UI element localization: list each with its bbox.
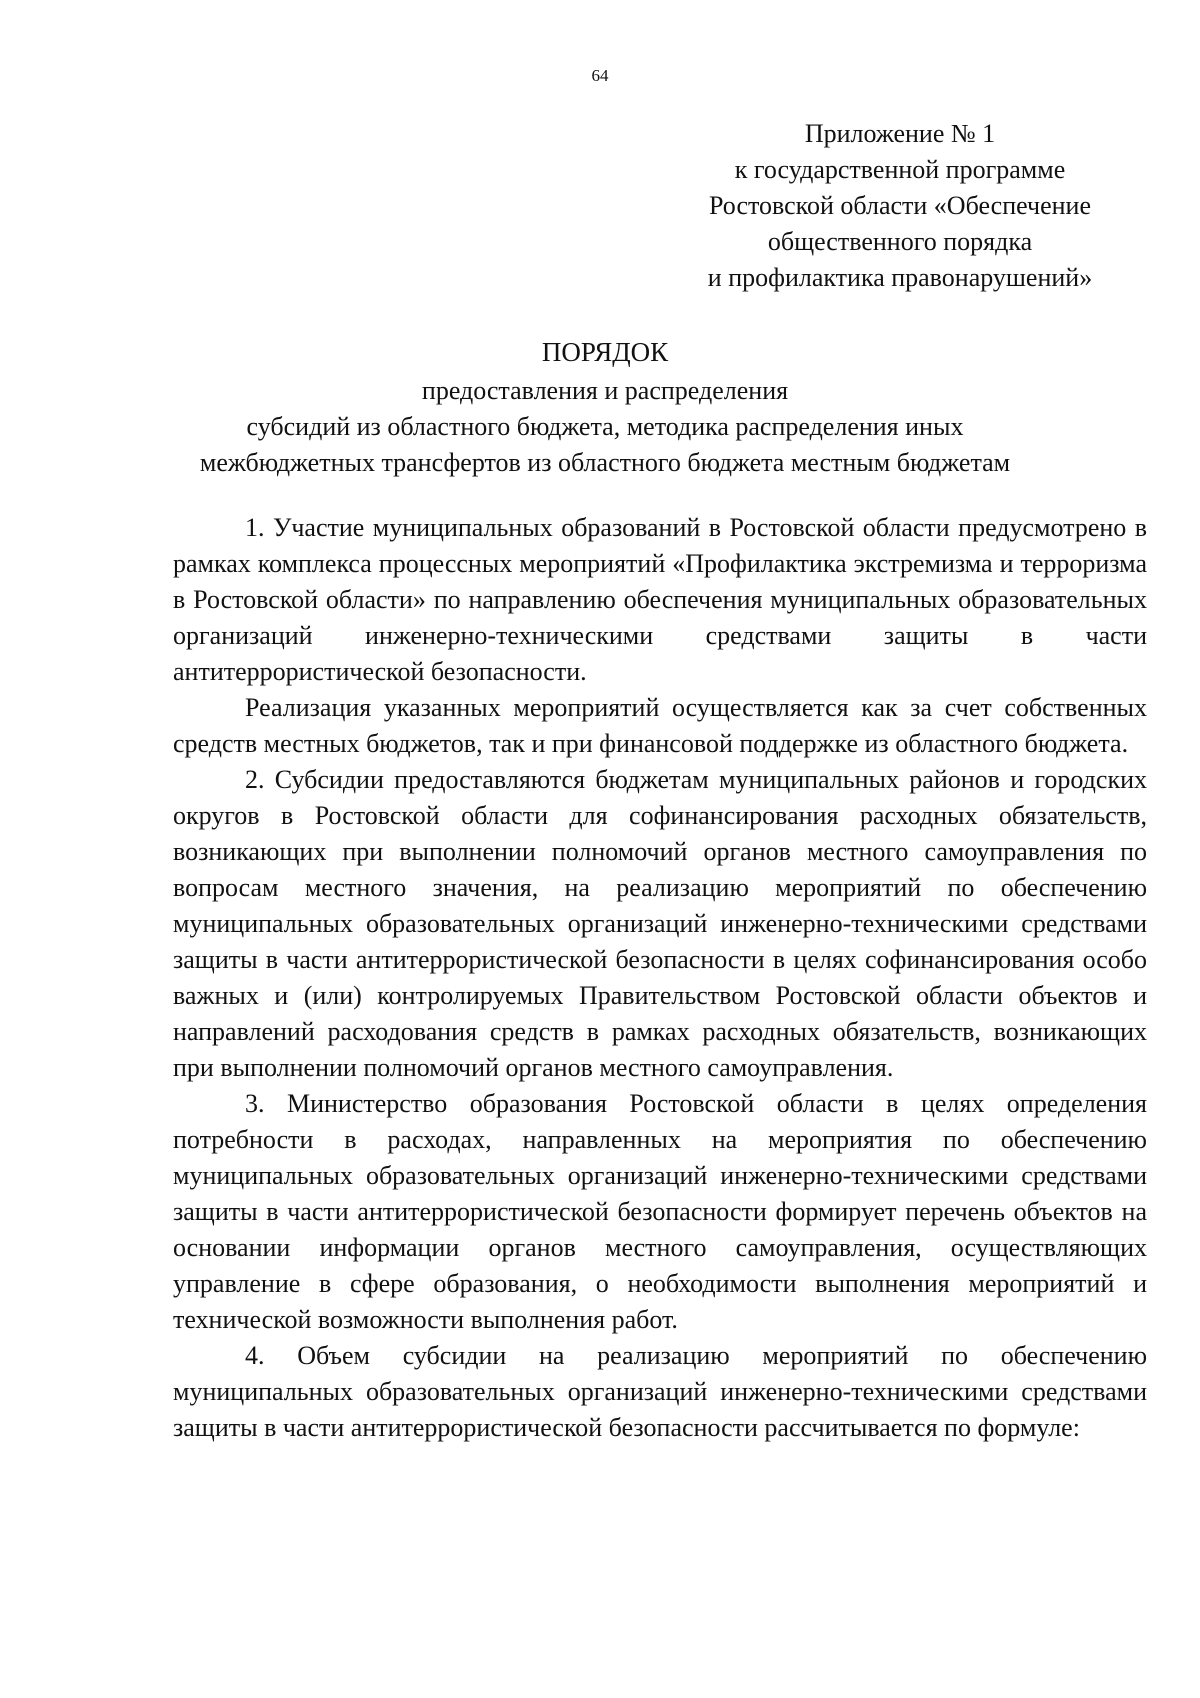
title-main: ПОРЯДОК — [541, 337, 669, 367]
appendix-line: и профилактика правонарушений» — [707, 263, 1093, 292]
appendix-line: к государственной программе — [734, 155, 1066, 184]
appendix-header — [690, 116, 1110, 296]
paragraph: Реализация указанных мероприятий осуществляется как за счет собственных средств местных бюджетов, так и при финансовой поддержке из областного бюджета. — [173, 693, 1147, 758]
paragraph: 3. Министерство образования Ростовской области в целях определения потребности в расходах, направленных на мероприятия по обеспечению муниципальных образовательных организаций инженерно-техническими средствами защиты в части антитеррористической безопасности формирует перечень объектов на основании информации органов местного самоуправления, осуществляющих управление в сфере образования, о необходимости выполнения мероприятий и технической возможности выполнения работ. — [173, 1089, 1147, 1334]
paragraph: 1. Участие муниципальных образований в Ростовской области предусмотрено в рамках комплекса процессных мероприятий «Профилактика экстремизма и терроризма в Ростовской области» по направлению обеспечения муниципальных образовательных организаций инженерно-техническими средствами защиты в части антитеррористической безопасности. — [173, 513, 1147, 686]
appendix-line: Ростовской области «Обеспечение — [708, 191, 1091, 220]
title-subline: субсидий из областного бюджета, методика распределения иных — [246, 412, 964, 441]
title-subline: предоставления и распределения — [421, 376, 789, 405]
appendix-line: общественного порядка — [767, 227, 1033, 256]
document-body — [173, 510, 1147, 1446]
paragraph: 4. Объем субсидии на реализацию мероприятий по обеспечению муниципальных образовательных организаций инженерно-техническими средствами защиты в части антитеррористической безопасности рассчитывается по формуле: — [173, 1341, 1147, 1442]
paragraph: 2. Субсидии предоставляются бюджетам муниципальных районов и городских округов в Ростовской области для софинансирования расходных обязательств, возникающих при выполнении полномочий органов местного самоуправления по вопросам местного значения, на реализацию мероприятий по обеспечению муниципальных образовательных организаций инженерно-техническими средствами защиты в части антитеррористической безопасности в целях софинансирования особо важных и (или) контролируемых Правительством Ростовской области объектов и направлений расходования средств в рамках расходных обязательств, возникающих при выполнении полномочий органов местного самоуправления. — [173, 765, 1147, 1082]
appendix-line: Приложение № 1 — [804, 119, 996, 148]
page-number: 64 — [591, 66, 609, 85]
document-title — [150, 334, 1060, 481]
title-subline: межбюджетных трансфертов из областного бюджета местным бюджетам — [199, 448, 1011, 477]
